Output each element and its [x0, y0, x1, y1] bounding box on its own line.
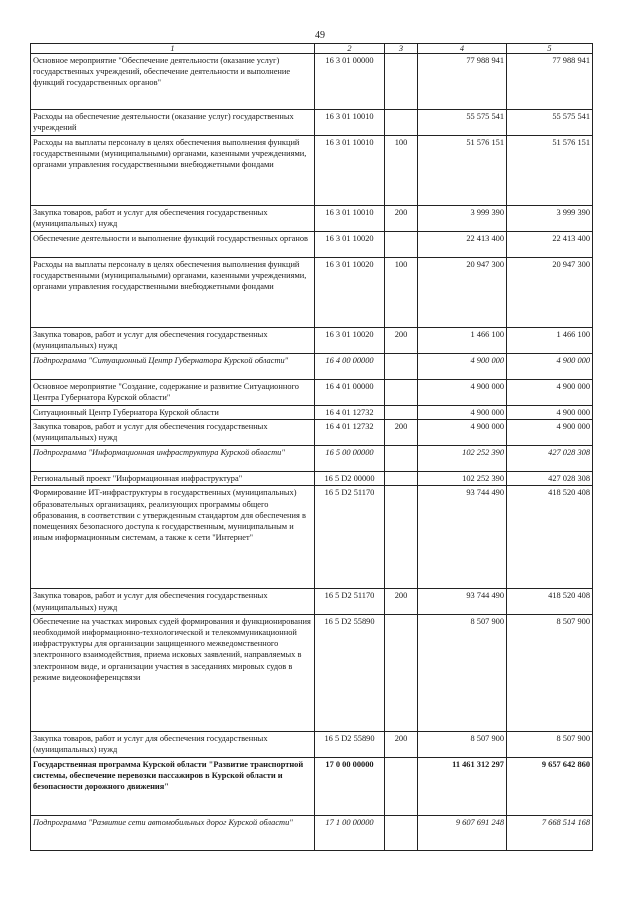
row-expense-type: 100	[385, 258, 418, 328]
row-amount-2: 4 900 000	[507, 406, 593, 420]
row-code: 17 1 00 00000	[315, 815, 385, 850]
table-row	[31, 486, 593, 589]
row-amount-2: 4 900 000	[507, 420, 593, 446]
row-code: 16 3 01 10020	[315, 232, 385, 258]
row-name: Основное мероприятие "Создание, содержание и развитие Ситуационного Центра Губернатора Курской области"	[31, 380, 315, 406]
row-expense-type	[385, 380, 418, 406]
row-amount-1: 4 900 000	[418, 420, 507, 446]
row-expense-type	[385, 406, 418, 420]
header-col-2: 2	[315, 44, 385, 54]
row-amount-2: 55 575 541	[507, 110, 593, 136]
row-code: 16 3 01 10010	[315, 136, 385, 206]
row-amount-2: 77 988 941	[507, 54, 593, 110]
row-amount-1: 4 900 000	[418, 406, 507, 420]
row-amount-2: 418 520 408	[507, 589, 593, 614]
table-row	[31, 420, 593, 446]
row-code: 16 5 D2 55890	[315, 614, 385, 731]
row-name: Расходы на выплаты персоналу в целях обеспечения выполнения функций государственными (муниципальными) органами, казенными учреждениями, органами управления государственными внебюджетными фондами	[31, 136, 315, 206]
table-row	[31, 206, 593, 232]
table-row	[31, 406, 593, 420]
row-name: Ситуационный Центр Губернатора Курской области	[31, 406, 315, 420]
row-expense-type	[385, 815, 418, 850]
row-name: Расходы на обеспечение деятельности (оказание услуг) государственных учреждений	[31, 110, 315, 136]
row-amount-1: 1 466 100	[418, 328, 507, 354]
row-expense-type	[385, 472, 418, 486]
row-amount-1: 20 947 300	[418, 258, 507, 328]
row-expense-type: 200	[385, 731, 418, 757]
table-row	[31, 136, 593, 206]
row-name: Государственная программа Курской области "Развитие транспортной системы, обеспечение перевозки пассажиров в Курской области и безопасности дорожного движения"	[31, 757, 315, 815]
row-amount-2: 4 900 000	[507, 354, 593, 380]
row-code: 16 3 01 10010	[315, 206, 385, 232]
budget-table	[30, 43, 593, 851]
row-name: Подпрограмма "Информационная инфраструктура Курской области"	[31, 446, 315, 472]
row-name: Закупка товаров, работ и услуг для обеспечения государственных (муниципальных) нужд	[31, 731, 315, 757]
row-code: 16 5 D2 00000	[315, 472, 385, 486]
table-row	[31, 54, 593, 110]
row-expense-type	[385, 446, 418, 472]
table-row	[31, 446, 593, 472]
row-amount-2: 20 947 300	[507, 258, 593, 328]
row-code: 16 5 00 00000	[315, 446, 385, 472]
table-row	[31, 380, 593, 406]
row-name: Закупка товаров, работ и услуг для обеспечения государственных (муниципальных) нужд	[31, 206, 315, 232]
row-amount-2: 22 413 400	[507, 232, 593, 258]
row-amount-1: 3 999 390	[418, 206, 507, 232]
row-amount-1: 11 461 312 297	[418, 757, 507, 815]
table-row	[31, 731, 593, 757]
table-row	[31, 328, 593, 354]
row-amount-1: 77 988 941	[418, 54, 507, 110]
row-expense-type: 200	[385, 328, 418, 354]
row-amount-1: 51 576 151	[418, 136, 507, 206]
row-code: 16 5 D2 55890	[315, 731, 385, 757]
row-expense-type: 200	[385, 420, 418, 446]
table-row	[31, 110, 593, 136]
row-amount-2: 8 507 900	[507, 731, 593, 757]
row-name: Региональный проект "Информационная инфраструктура"	[31, 472, 315, 486]
row-amount-1: 93 744 490	[418, 589, 507, 614]
row-name: Подпрограмма "Развитие сети автомобильных дорог Курской области"	[31, 815, 315, 850]
row-expense-type	[385, 54, 418, 110]
page-number: 49	[315, 30, 325, 41]
row-amount-1: 102 252 390	[418, 472, 507, 486]
row-code: 17 0 00 00000	[315, 757, 385, 815]
row-amount-1: 93 744 490	[418, 486, 507, 589]
row-name: Расходы на выплаты персоналу в целях обеспечения выполнения функций государственными (муниципальными) органами, казенными учреждениями, органами управления государственными внебюджетными фондами	[31, 258, 315, 328]
row-code: 16 3 01 00000	[315, 54, 385, 110]
table-row	[31, 472, 593, 486]
table-row	[31, 614, 593, 731]
row-amount-2: 4 900 000	[507, 380, 593, 406]
row-code: 16 3 01 10020	[315, 258, 385, 328]
row-code: 16 4 01 00000	[315, 380, 385, 406]
row-name: Обеспечение на участках мировых судей формирования и функционирования необходимой информационно-технологической и телекоммуникационной инфраструктуры для организации защищенного межведомственного электронного взаимодействия, приема исковых заявлений, направляемых в электронном виде, и организации участия в заседаниях мировых судов в режиме видеоконференцсвязи	[31, 614, 315, 731]
row-code: 16 5 D2 51170	[315, 486, 385, 589]
row-amount-2: 427 028 308	[507, 472, 593, 486]
table-row	[31, 815, 593, 850]
row-amount-1: 55 575 541	[418, 110, 507, 136]
row-name: Обеспечение деятельности и выполнение функций государственных органов	[31, 232, 315, 258]
row-expense-type	[385, 614, 418, 731]
row-code: 16 3 01 10020	[315, 328, 385, 354]
table-row	[31, 258, 593, 328]
row-amount-1: 8 507 900	[418, 614, 507, 731]
row-code: 16 4 01 12732	[315, 420, 385, 446]
row-amount-2: 427 028 308	[507, 446, 593, 472]
row-amount-2: 418 520 408	[507, 486, 593, 589]
row-name: Закупка товаров, работ и услуг для обеспечения государственных (муниципальных) нужд	[31, 328, 315, 354]
row-expense-type: 200	[385, 589, 418, 614]
row-expense-type: 100	[385, 136, 418, 206]
row-name: Закупка товаров, работ и услуг для обеспечения государственных (муниципальных) нужд	[31, 589, 315, 614]
table-row	[31, 757, 593, 815]
header-col-4: 4	[418, 44, 507, 54]
header-col-1: 1	[31, 44, 315, 54]
row-amount-2: 8 507 900	[507, 614, 593, 731]
row-code: 16 3 01 10010	[315, 110, 385, 136]
row-expense-type	[385, 354, 418, 380]
row-amount-2: 1 466 100	[507, 328, 593, 354]
row-code: 16 4 00 00000	[315, 354, 385, 380]
row-amount-2: 7 668 514 168	[507, 815, 593, 850]
table-row	[31, 232, 593, 258]
table-row	[31, 354, 593, 380]
row-name: Основное мероприятие "Обеспечение деятельности (оказание услуг) государственных учреждений, обеспечение деятельности и выполнение функций государственных органов"	[31, 54, 315, 110]
row-amount-2: 9 657 642 860	[507, 757, 593, 815]
row-amount-1: 22 413 400	[418, 232, 507, 258]
table-header-row	[31, 44, 593, 54]
row-expense-type	[385, 486, 418, 589]
row-amount-1: 8 507 900	[418, 731, 507, 757]
row-code: 16 5 D2 51170	[315, 589, 385, 614]
row-expense-type	[385, 110, 418, 136]
row-expense-type	[385, 232, 418, 258]
row-amount-1: 102 252 390	[418, 446, 507, 472]
row-code: 16 4 01 12732	[315, 406, 385, 420]
header-col-3: 3	[385, 44, 418, 54]
table-row	[31, 589, 593, 614]
row-amount-1: 4 900 000	[418, 380, 507, 406]
header-col-5: 5	[507, 44, 593, 54]
row-name: Закупка товаров, работ и услуг для обеспечения государственных (муниципальных) нужд	[31, 420, 315, 446]
row-expense-type: 200	[385, 206, 418, 232]
row-amount-1: 4 900 000	[418, 354, 507, 380]
row-amount-2: 3 999 390	[507, 206, 593, 232]
row-name: Подпрограмма "Ситуационный Центр Губернатора Курской области"	[31, 354, 315, 380]
row-name: Формирование ИТ-инфраструктуры в государственных (муниципальных) образовательных организациях, реализующих программы общего образования, в соответствии с утвержденным стандартом для обеспечения в помещениях безопасного доступа к государственным, муниципальным и иным информационным системам, а также к сети "Интернет"	[31, 486, 315, 589]
row-amount-1: 9 607 691 248	[418, 815, 507, 850]
row-expense-type	[385, 757, 418, 815]
row-amount-2: 51 576 151	[507, 136, 593, 206]
